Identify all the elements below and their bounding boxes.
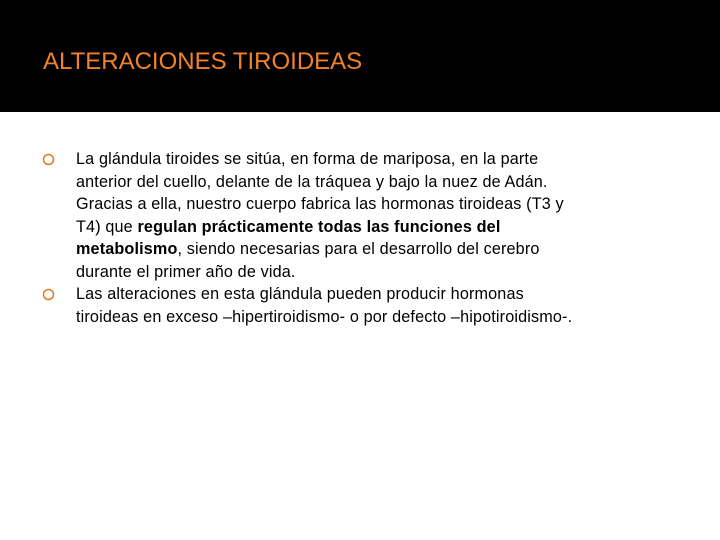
bullet-item-2 <box>32 283 692 328</box>
circle-outline-icon <box>42 288 55 301</box>
bullet-1-text: T4) que <box>76 217 138 236</box>
bullet-1-text-continued: , siendo necesarias para el desarrollo del cerebro <box>177 240 540 258</box>
bullet-1-line-2: anterior del cuello, delante de la tráquea y bajo la nuez de Adán. <box>76 172 548 191</box>
title-bar <box>0 0 720 112</box>
bullet-1-emphasis-metabolismo: metabolismo <box>76 240 178 258</box>
bullet-1-line-1: La glándula tiroides se sitúa, en forma de mariposa, en la parte <box>76 150 539 168</box>
bullet-item-1 <box>32 148 692 283</box>
slide-title: ALTERACIONES TIROIDEAS <box>43 48 363 75</box>
bullet-1-line-5 <box>76 238 692 261</box>
circle-outline-icon <box>42 153 55 166</box>
bullet-1-line-3: Gracias a ella, nuestro cuerpo fabrica las hormonas tiroideas (T3 y <box>76 195 564 213</box>
bullet-1-line-4 <box>76 216 692 239</box>
bullet-2-line-2: tiroideas en exceso –hipertiroidismo- o por defecto –hipotiroidismo-. <box>76 307 573 326</box>
bullet-1-line-6: durante el primer año de vida. <box>76 262 296 281</box>
bullet-1-emphasis: regulan prácticamente todas las funciones del <box>137 217 501 236</box>
bullet-2-line-1: Las alteraciones en esta glándula pueden producir hormonas <box>76 285 524 303</box>
bullet-list <box>32 148 692 328</box>
